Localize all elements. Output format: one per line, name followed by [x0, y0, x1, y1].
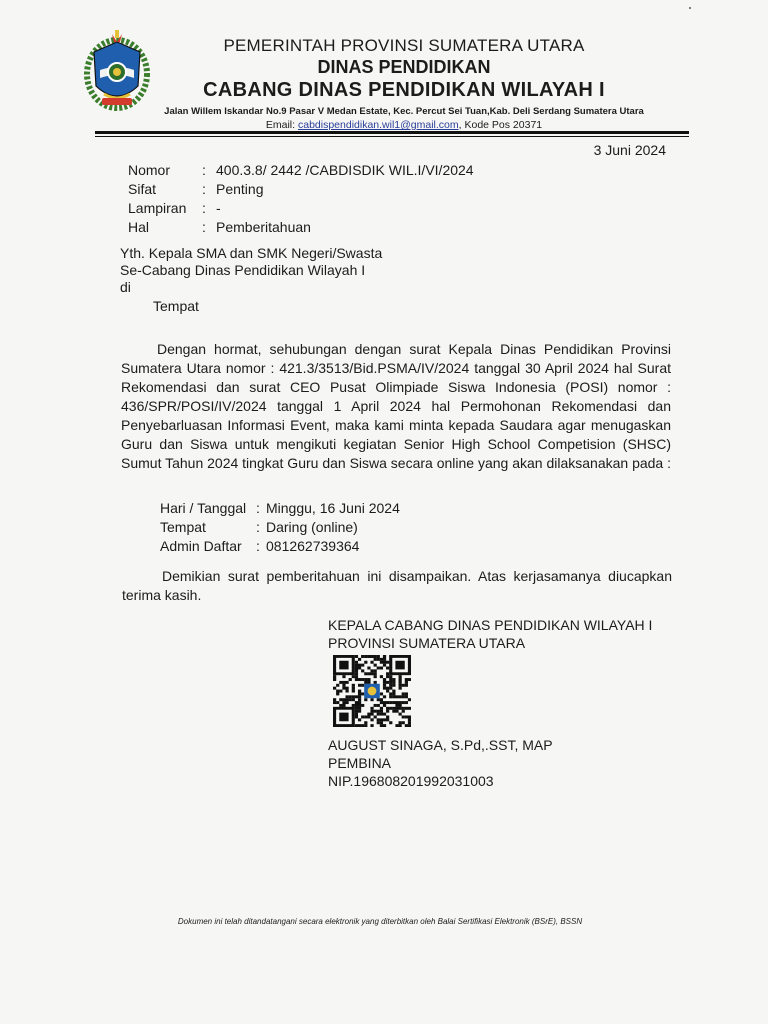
signer-block: [328, 736, 553, 790]
detail-separator: :: [256, 519, 260, 535]
letterhead-rule-thick: [95, 131, 689, 134]
recipient-line: Se-Cabang Dinas Pendidikan Wilayah I: [120, 262, 366, 278]
meta-value: 400.3.8/ 2442 /CABDISDIK WIL.I/VI/2024: [216, 162, 474, 178]
detail-separator: :: [256, 538, 260, 554]
meta-key: Sifat: [128, 181, 157, 197]
recipient-block: [120, 245, 382, 315]
meta-row-sifat: [128, 180, 474, 199]
meta-row-hal: [128, 218, 474, 237]
letterhead-government: PEMERINTAH PROVINSI SUMATERA UTARA: [223, 36, 585, 55]
recipient-line: Yth. Kepala SMA dan SMK Negeri/Swasta: [120, 245, 383, 261]
letterhead: [150, 36, 658, 131]
scan-speck: [689, 7, 691, 9]
meta-key: Nomor: [128, 162, 171, 178]
provincial-emblem-icon: [82, 28, 152, 112]
detail-key: Admin Daftar: [160, 538, 242, 554]
signer-name: AUGUST SINAGA, S.Pd,.SST, MAP: [328, 737, 553, 753]
recipient-place: Tempat: [153, 298, 199, 314]
signature-title-line: PROVINSI SUMATERA UTARA: [328, 635, 526, 651]
meta-key: Hal: [128, 219, 150, 235]
recipient-line: di: [120, 279, 131, 295]
signer-rank: PEMBINA: [328, 755, 392, 771]
meta-separator: :: [202, 162, 206, 178]
letterhead-branch: CABANG DINAS PENDIDIKAN WILAYAH I: [203, 79, 605, 101]
detail-separator: :: [256, 500, 260, 516]
signature-title: [328, 616, 652, 652]
meta-separator: :: [202, 181, 206, 197]
meta-value: -: [216, 200, 221, 216]
email-label: Email:: [265, 119, 296, 131]
signature-qr-code-icon: [333, 655, 411, 727]
detail-value: Daring (online): [266, 519, 358, 535]
email-link[interactable]: cabdispendidikan.wil1@gmail.com: [297, 119, 459, 131]
meta-key: Lampiran: [128, 200, 187, 216]
e-signature-footer: Dokumen ini telah ditandatangani secara elektronik yang diterbitkan oleh Balai Sertifikasi Elektronik (BSrE), BSSN: [177, 917, 583, 926]
signer-nip: NIP.196808201992031003: [328, 773, 494, 789]
postal-code: , Kode Pos 20371: [458, 119, 543, 131]
letter-closing: Demikian surat pemberitahuan ini disampaikan. Atas kerjasamanya diucapkan terima kasih.: [122, 568, 672, 603]
letterhead-agency: DINAS PENDIDIKAN: [317, 57, 491, 77]
meta-row-lampiran: [128, 199, 474, 218]
detail-value: Minggu, 16 Juni 2024: [266, 500, 400, 516]
detail-row-admin: [160, 537, 400, 556]
detail-key: Tempat: [160, 519, 206, 535]
meta-separator: :: [202, 200, 206, 216]
letterhead-address: Jalan Willem Iskandar No.9 Pasar V Medan Estate, Kec. Percut Sei Tuan,Kab. Deli Serdang Sumatera Utara: [164, 106, 644, 117]
meta-value: Penting: [216, 181, 264, 197]
letterhead-rule-thin: [95, 136, 689, 137]
detail-row-date: [160, 499, 400, 518]
detail-value: 081262739364: [266, 538, 360, 554]
letter-body: Dengan hormat, sehubungan dengan surat Kepala Dinas Pendidikan Provinsi Sumatera Utara nomor : 421.3/3513/Bid.PSMA/IV/2024 tanggal 30 April 2024 hal Surat Rekomendasi dan surat CEO Pusat Olimpiade Siswa Indonesia (POSI) nomor : 436/SPR/POSI/IV/2024 tanggal 1 April 2024 hal Permohonan Rekomendasi dan Penyebarluasan Informasi Event, maka kami minta kepada Saudara agar menugaskan Guru dan Siswa untuk mengikuti kegiatan Senior High School Competision (SHSC) Sumut Tahun 2024 tingkat Guru dan Siswa secara online yang akan dilaksanakan pada :: [121, 341, 671, 471]
meta-row-nomor: [128, 161, 474, 180]
detail-key: Hari / Tanggal: [160, 500, 247, 516]
meta-separator: :: [202, 219, 206, 235]
letter-meta: [128, 161, 474, 237]
meta-value: Pemberitahuan: [216, 219, 311, 235]
letterhead-contact: [150, 119, 658, 131]
detail-row-place: [160, 518, 400, 537]
letter-date: 3 Juni 2024: [593, 142, 666, 158]
event-details: [160, 499, 400, 556]
signature-title-line: KEPALA CABANG DINAS PENDIDIKAN WILAYAH I: [328, 617, 653, 633]
